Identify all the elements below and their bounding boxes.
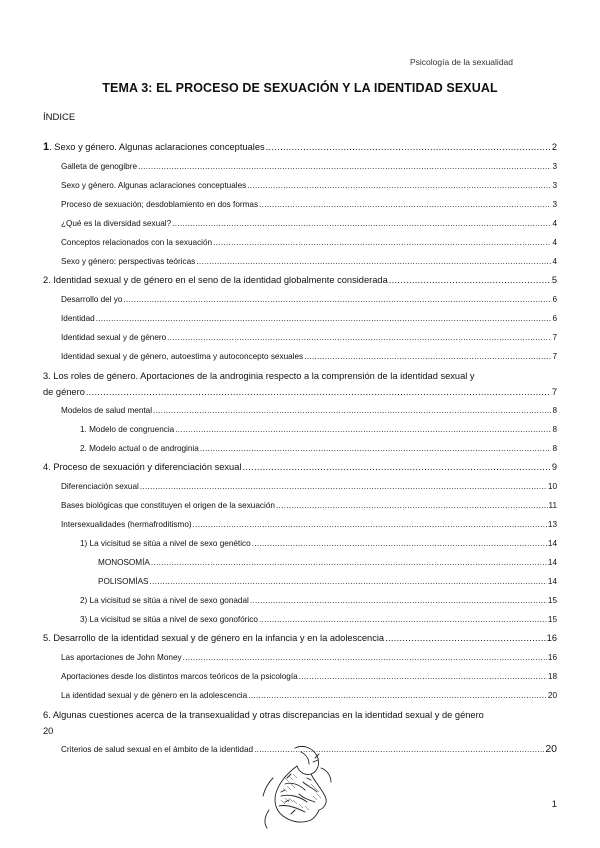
dot-leader bbox=[259, 195, 551, 214]
dot-leader bbox=[153, 401, 551, 420]
dot-leader bbox=[196, 252, 551, 271]
toc-entry-page: 14 bbox=[547, 558, 557, 567]
toc-entry-page: 20 bbox=[545, 743, 557, 755]
toc-entry-label: Bases biológicas que constituyen el origen de la sexuación bbox=[61, 501, 275, 510]
toc-entry-page: 3 bbox=[552, 181, 557, 190]
toc-entry-page: 8 bbox=[552, 425, 557, 434]
toc-entry[interactable] bbox=[43, 347, 557, 366]
index-heading: ÍNDICE bbox=[43, 112, 76, 123]
toc-entry-page: 20 bbox=[43, 726, 54, 736]
toc-entry-page: 9 bbox=[551, 462, 557, 472]
toc-entry[interactable] bbox=[43, 420, 557, 439]
toc-entry-number: 1 bbox=[43, 141, 50, 153]
toc-entry-label: Identidad bbox=[61, 314, 95, 323]
toc-entry[interactable] bbox=[43, 591, 557, 610]
dot-leader bbox=[248, 686, 547, 705]
toc-entry-label: ¿Qué es la diversidad sexual? bbox=[61, 219, 172, 228]
dot-leader bbox=[242, 458, 550, 477]
toc-entry-label: 2. Identidad sexual y de género en el seno de la identidad globalmente considerada bbox=[43, 275, 388, 285]
page-number: 1 bbox=[551, 799, 557, 810]
dot-leader bbox=[193, 515, 547, 534]
toc-entry-label: 3) La vicisitud se sitúa a nivel de sexo gonofórico bbox=[80, 615, 258, 624]
toc-entry-label: Sexo y género. Algunas aclaraciones conceptuales bbox=[61, 181, 247, 190]
toc-entry-page: 14 bbox=[547, 577, 557, 586]
dot-leader bbox=[172, 214, 551, 233]
toc-entry-label: Proceso de sexuación; desdoblamiento en dos formas bbox=[61, 200, 259, 209]
toc-entry[interactable] bbox=[43, 515, 557, 534]
toc-entry-page: 10 bbox=[547, 482, 557, 491]
dot-leader bbox=[276, 496, 548, 515]
toc-entry[interactable] bbox=[43, 290, 557, 309]
page-title: TEMA 3: EL PROCESO DE SEXUACIÓN Y LA IDENTIDAD SEXUAL bbox=[102, 81, 498, 95]
toc-entry-label: Intersexualidades (hermafroditismo) bbox=[61, 520, 192, 529]
toc-entry-page: 6 bbox=[552, 314, 557, 323]
dot-leader bbox=[385, 629, 546, 648]
dot-leader bbox=[150, 572, 547, 591]
dot-leader bbox=[304, 347, 551, 366]
dot-leader bbox=[96, 309, 552, 328]
toc-entry-page: 15 bbox=[547, 615, 557, 624]
dot-leader bbox=[151, 553, 547, 572]
toc-entry-page: 2 bbox=[551, 142, 557, 152]
toc-entry-page: 3 bbox=[552, 200, 557, 209]
toc-entry-page: 7 bbox=[552, 333, 557, 342]
toc-entry[interactable] bbox=[43, 553, 557, 572]
toc-entry-label: Desarrollo del yo bbox=[61, 295, 123, 304]
toc-entry-label: Identidad sexual y de género bbox=[61, 333, 167, 342]
dot-leader bbox=[259, 610, 547, 629]
dot-leader bbox=[213, 233, 551, 252]
toc-entry[interactable] bbox=[43, 157, 557, 176]
toc-entry-page: 4 bbox=[552, 219, 557, 228]
toc-entry-label: Aportaciones desde los distintos marcos teóricos de la psicología bbox=[61, 672, 298, 681]
dot-leader bbox=[140, 477, 547, 496]
toc-entry-label: POLISOMÍAS bbox=[98, 577, 149, 586]
toc-entry[interactable] bbox=[43, 401, 557, 420]
dot-leader bbox=[175, 420, 551, 439]
toc-entry-page: 8 bbox=[552, 444, 557, 453]
dot-leader bbox=[252, 534, 547, 553]
toc-entry-label: 1. Modelo de congruencia bbox=[80, 425, 175, 434]
toc-entry-label: Diferenciación sexual bbox=[61, 482, 139, 491]
toc-entry[interactable] bbox=[43, 686, 557, 705]
toc-entry-label: 2) La vicisitud se sitúa a nivel de sexo gonadal bbox=[80, 596, 249, 605]
dot-leader bbox=[123, 290, 551, 309]
toc-entry-page: 4 bbox=[552, 257, 557, 266]
toc-entry-page: 18 bbox=[547, 672, 557, 681]
toc-entry[interactable] bbox=[43, 309, 557, 328]
dot-leader bbox=[167, 328, 551, 347]
toc-entry-page: 5 bbox=[551, 275, 557, 285]
toc-entry-label: . Sexo y género. Algunas aclaraciones conceptuales bbox=[49, 142, 265, 152]
toc-entry-page: 14 bbox=[547, 539, 557, 548]
toc-entry-section-5[interactable] bbox=[43, 629, 557, 648]
toc-entry-label: Conceptos relacionados con la sexuación bbox=[61, 238, 213, 247]
toc-entry[interactable] bbox=[43, 534, 557, 553]
dot-leader bbox=[247, 176, 551, 195]
toc-entry[interactable] bbox=[43, 176, 557, 195]
dot-leader bbox=[299, 667, 547, 686]
table-of-contents bbox=[43, 138, 557, 759]
dot-leader bbox=[266, 138, 551, 157]
dot-leader bbox=[250, 591, 547, 610]
toc-entry[interactable] bbox=[43, 214, 557, 233]
toc-entry-label: Criterios de salud sexual en el ámbito de la identidad bbox=[61, 745, 254, 754]
toc-entry-label-line2: de género bbox=[43, 387, 85, 397]
toc-entry-page: 13 bbox=[547, 520, 557, 529]
toc-entry-label: Galleta de genogibre bbox=[61, 162, 138, 171]
toc-entry[interactable] bbox=[43, 439, 557, 458]
toc-entry-label: Modelos de salud mental bbox=[61, 406, 153, 415]
toc-entry-section-4[interactable] bbox=[43, 458, 557, 477]
toc-entry-label: Identidad sexual y de género, autoestima y autoconcepto sexuales bbox=[61, 352, 304, 361]
toc-entry-label: Sexo y género: perspectivas teóricas bbox=[61, 257, 196, 266]
dot-leader bbox=[138, 157, 551, 176]
toc-entry[interactable] bbox=[43, 195, 557, 214]
toc-entry-page: 7 bbox=[551, 387, 557, 397]
dot-leader bbox=[200, 439, 552, 458]
dot-leader bbox=[86, 384, 551, 400]
dot-leader bbox=[183, 648, 547, 667]
toc-entry-section-2[interactable] bbox=[43, 271, 557, 290]
toc-entry-label: Las aportaciones de John Money bbox=[61, 653, 182, 662]
toc-entry-page: 20 bbox=[547, 691, 557, 700]
dot-leader bbox=[389, 271, 551, 290]
toc-entry[interactable] bbox=[43, 496, 557, 515]
toc-entry-page: 11 bbox=[548, 501, 557, 510]
toc-entry[interactable] bbox=[43, 477, 557, 496]
toc-entry-section-6[interactable] bbox=[43, 705, 557, 740]
toc-entry-label-line1: 3. Los roles de género. Aportaciones de la androginia respecto a la comprensión de la identidad sexual y bbox=[43, 371, 475, 381]
toc-entry[interactable] bbox=[43, 233, 557, 252]
toc-entry-label: 2. Modelo actual o de androginia bbox=[80, 444, 199, 453]
toc-entry-page: 8 bbox=[552, 406, 557, 415]
sketch-figure-icon bbox=[255, 738, 335, 830]
toc-entry-page: 16 bbox=[546, 633, 557, 643]
toc-entry-page: 6 bbox=[552, 295, 557, 304]
toc-entry-page: 7 bbox=[552, 352, 557, 361]
running-header: Psicología de la sexualidad bbox=[409, 57, 513, 67]
toc-entry-label: 5. Desarrollo de la identidad sexual y de género en la infancia y en la adolescencia bbox=[43, 633, 385, 643]
toc-entry-page: 15 bbox=[547, 596, 557, 605]
toc-entry-page: 16 bbox=[547, 653, 557, 662]
toc-entry[interactable] bbox=[43, 572, 557, 591]
toc-entry[interactable] bbox=[43, 610, 557, 629]
toc-entry-label: 4. Proceso de sexuación y diferenciación sexual bbox=[43, 462, 242, 472]
toc-entry-label-line1: 6. Algunas cuestiones acerca de la transexualidad y otras discrepancias en la identidad sexual y de género bbox=[43, 710, 484, 720]
toc-entry-label: 1) La vicisitud se sitúa a nivel de sexo genético bbox=[80, 539, 251, 548]
toc-entry[interactable] bbox=[43, 252, 557, 271]
toc-entry[interactable] bbox=[43, 328, 557, 347]
toc-entry-page: 4 bbox=[552, 238, 557, 247]
toc-entry[interactable] bbox=[43, 667, 557, 686]
toc-entry[interactable] bbox=[43, 648, 557, 667]
toc-entry-label: MONOSOMÍA bbox=[98, 558, 150, 567]
toc-entry-section-1[interactable] bbox=[43, 138, 557, 157]
toc-entry-page: 3 bbox=[552, 162, 557, 171]
toc-entry-label: La identidad sexual y de género en la adolescencia bbox=[61, 691, 248, 700]
toc-entry-section-3[interactable] bbox=[43, 366, 557, 401]
